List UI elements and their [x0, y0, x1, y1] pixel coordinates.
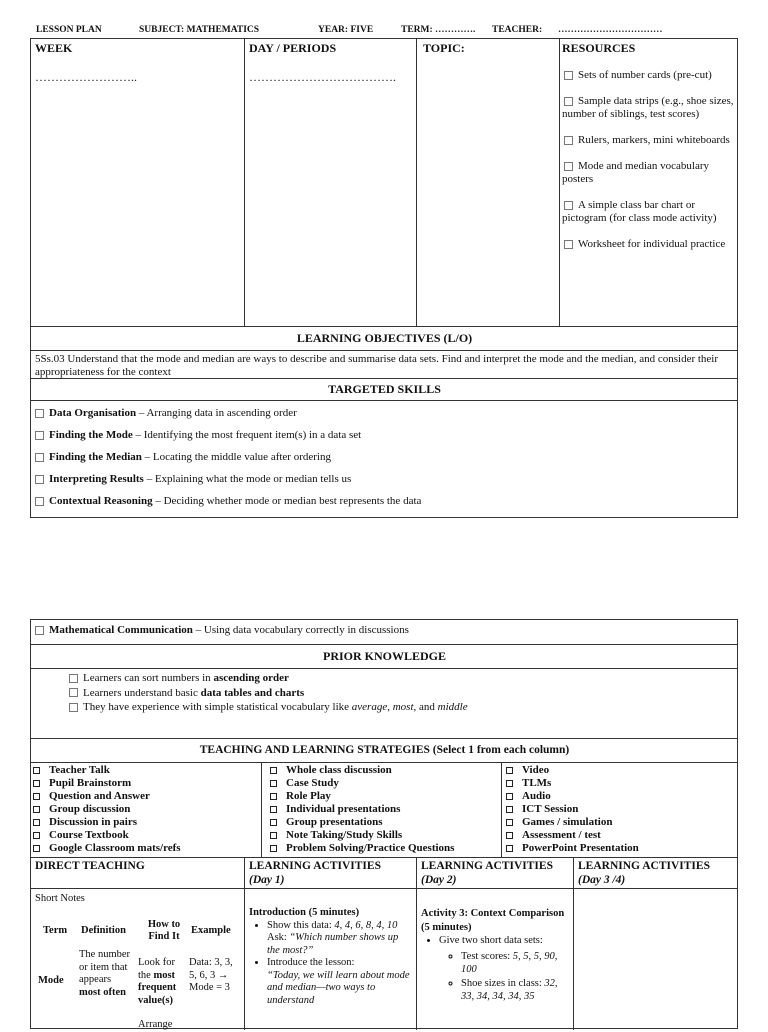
checkbox-icon: [33, 819, 40, 826]
strategy-option[interactable]: ICT Session: [504, 803, 738, 816]
day34-cell: [574, 888, 738, 1030]
resource-item: Sample data strips (e.g., shoe sizes, number of siblings, test scores): [562, 95, 734, 120]
strategy-option[interactable]: Course Textbook: [31, 829, 261, 842]
year-label: YEAR: FIVE: [318, 25, 374, 35]
resources-cell: [560, 39, 738, 326]
strategy-option[interactable]: Assessment / test: [504, 829, 738, 842]
objectives-text: 5Ss.03 Understand that the mode and median are ways to describe and summarise data sets. Find and interpret the mode and the median, and consider their appropriateness for the context: [31, 350, 738, 378]
strategy-option[interactable]: Group presentations: [268, 816, 501, 829]
day1-header: LEARNING ACTIVITIES (Day 1): [245, 857, 417, 888]
checkbox-icon: [35, 453, 44, 462]
direct-teaching-header: DIRECT TEACHING: [31, 857, 245, 888]
checkbox-icon: [35, 475, 44, 484]
topic-label: TOPIC:: [423, 41, 465, 55]
day34-header: LEARNING ACTIVITIES (Day 3 /4): [574, 857, 738, 888]
strategies-col-1: [31, 762, 262, 857]
checkbox-icon: [564, 201, 573, 210]
skill-item: Finding the Median – Locating the middle value after ordering: [35, 451, 734, 464]
strategy-option[interactable]: Whole class discussion: [268, 764, 501, 777]
objectives-title: LEARNING OBJECTIVES (L/O): [31, 326, 738, 350]
strategy-option[interactable]: Games / simulation: [504, 816, 738, 829]
checkbox-icon: [506, 806, 513, 813]
resource-item: A simple class bar chart or pictogram (for class mode activity): [562, 199, 717, 224]
day1-cell: Introduction (5 minutes) • Show this data: 4, 4, 6, 8, 4, 10 Ask: “Which number shows up the most?” • Introduce the lesson: “Today, we will learn about mode and median—two ways to understand: [245, 888, 417, 1030]
checkbox-icon: [506, 780, 513, 787]
checkbox-icon: [33, 793, 40, 800]
checkbox-icon: [564, 240, 573, 249]
strategy-option[interactable]: Discussion in pairs: [31, 816, 261, 829]
prior-knowledge-list: [31, 668, 738, 738]
day-label: DAY / PERIODS: [249, 41, 337, 55]
checkbox-icon: [33, 767, 40, 774]
checkbox-icon: [564, 136, 573, 145]
strategy-option[interactable]: Problem Solving/Practice Questions: [268, 842, 501, 855]
checkbox-icon: [506, 819, 513, 826]
resource-item: Rulers, markers, mini whiteboards: [562, 134, 736, 147]
skill-item: Contextual Reasoning – Deciding whether mode or median best represents the data: [35, 495, 734, 508]
prior-item: Learners can sort numbers in ascending order: [69, 671, 738, 686]
resource-item: Mode and median vocabulary posters: [562, 160, 710, 185]
skill-item: Interpreting Results – Explaining what the mode or median tells us: [35, 473, 734, 486]
checkbox-icon: [69, 688, 78, 697]
checkbox-icon: [35, 497, 44, 506]
strategy-option[interactable]: Individual presentations: [268, 803, 501, 816]
strategy-option[interactable]: TLMs: [504, 777, 738, 790]
checkbox-icon: [33, 780, 40, 787]
week-dots: ……………………..: [35, 70, 137, 84]
checkbox-icon: [35, 626, 44, 635]
skill-item: Data Organisation – Arranging data in ascending order: [35, 407, 734, 420]
checkbox-icon: [270, 780, 277, 787]
checkbox-icon: [35, 409, 44, 418]
lesson-plan-label: LESSON PLAN: [36, 25, 102, 35]
checkbox-icon: [506, 845, 513, 852]
topic-cell: [417, 39, 560, 326]
checkbox-icon: [506, 832, 513, 839]
strategy-option[interactable]: Role Play: [268, 790, 501, 803]
checkbox-icon: [33, 832, 40, 839]
skill-item: Finding the Mode – Identifying the most frequent item(s) in a data set: [35, 429, 734, 442]
checkbox-icon: [270, 806, 277, 813]
skills-list: [31, 400, 738, 518]
prior-item: Learners understand basic data tables and charts: [69, 686, 738, 701]
direct-teaching-cell: Short Notes Term Definition How to Find It Example Mode The number or item that appears most often Look for the most frequent value(s) Data: 3, 3, 5, 6, 3 → Mode = 3 Arrange: [31, 888, 245, 1030]
checkbox-icon: [506, 767, 513, 774]
checkbox-icon: [69, 674, 78, 683]
checkbox-icon: [270, 832, 277, 839]
skill-item-continued: Mathematical Communication – Using data vocabulary correctly in discussions: [31, 620, 738, 644]
strategy-option[interactable]: Audio: [504, 790, 738, 803]
strategy-option[interactable]: Case Study: [268, 777, 501, 790]
resource-item: Worksheet for individual practice: [562, 238, 736, 251]
strategies-col-2: [262, 762, 502, 857]
strategy-option[interactable]: Teacher Talk: [31, 764, 261, 777]
checkbox-icon: [564, 71, 573, 80]
strategy-option[interactable]: Note Taking/Study Skills: [268, 829, 501, 842]
week-label: WEEK: [35, 41, 73, 55]
short-notes-label: Short Notes: [35, 893, 85, 904]
day2-header: LEARNING ACTIVITIES (Day 2): [417, 857, 574, 888]
week-cell: [31, 39, 245, 326]
strategies-title: TEACHING AND LEARNING STRATEGIES (Select 1 from each column): [31, 738, 738, 762]
day2-cell: Activity 3: Context Comparison (5 minutes) • Give two short data sets: ◦ Test scores: 5, 5, 5, 90, 100 ◦ Shoe sizes in class: 32, 33, 34, 34, 34, 35: [417, 888, 574, 1030]
checkbox-icon: [33, 806, 40, 813]
prior-item: They have experience with simple statistical vocabulary like average, most, and middle: [69, 700, 738, 715]
document-header: [0, 25, 768, 38]
teacher-dots: ……………………………: [558, 25, 663, 35]
teacher-label: TEACHER:: [492, 25, 543, 35]
checkbox-icon: [270, 767, 277, 774]
day-cell: [245, 39, 417, 326]
checkbox-icon: [564, 162, 573, 171]
resource-item: Sets of number cards (pre-cut): [562, 69, 736, 82]
strategy-option[interactable]: Video: [504, 764, 738, 777]
checkbox-icon: [33, 845, 40, 852]
checkbox-icon: [35, 431, 44, 440]
strategies-col-3: [502, 762, 738, 857]
skills-title: TARGETED SKILLS: [31, 378, 738, 400]
strategy-option[interactable]: Question and Answer: [31, 790, 261, 803]
resources-label: RESOURCES: [562, 41, 636, 55]
subject-label: SUBJECT: MATHEMATICS: [139, 25, 260, 35]
term-label: TERM: ………….: [401, 25, 476, 35]
strategy-option[interactable]: Pupil Brainstorm: [31, 777, 261, 790]
day-dots: ……………………………….: [249, 70, 396, 84]
checkbox-icon: [270, 793, 277, 800]
second-table: [30, 619, 738, 1029]
checkbox-icon: [564, 97, 573, 106]
strategy-option[interactable]: Google Classroom mats/refs: [31, 842, 261, 855]
checkbox-icon: [270, 819, 277, 826]
checkbox-icon: [69, 703, 78, 712]
checkbox-icon: [506, 793, 513, 800]
checkbox-icon: [270, 845, 277, 852]
prior-knowledge-title: PRIOR KNOWLEDGE: [31, 644, 738, 668]
strategy-option[interactable]: Group discussion: [31, 803, 261, 816]
strategy-option[interactable]: PowerPoint Presentation: [504, 842, 738, 855]
top-table: [30, 38, 738, 518]
